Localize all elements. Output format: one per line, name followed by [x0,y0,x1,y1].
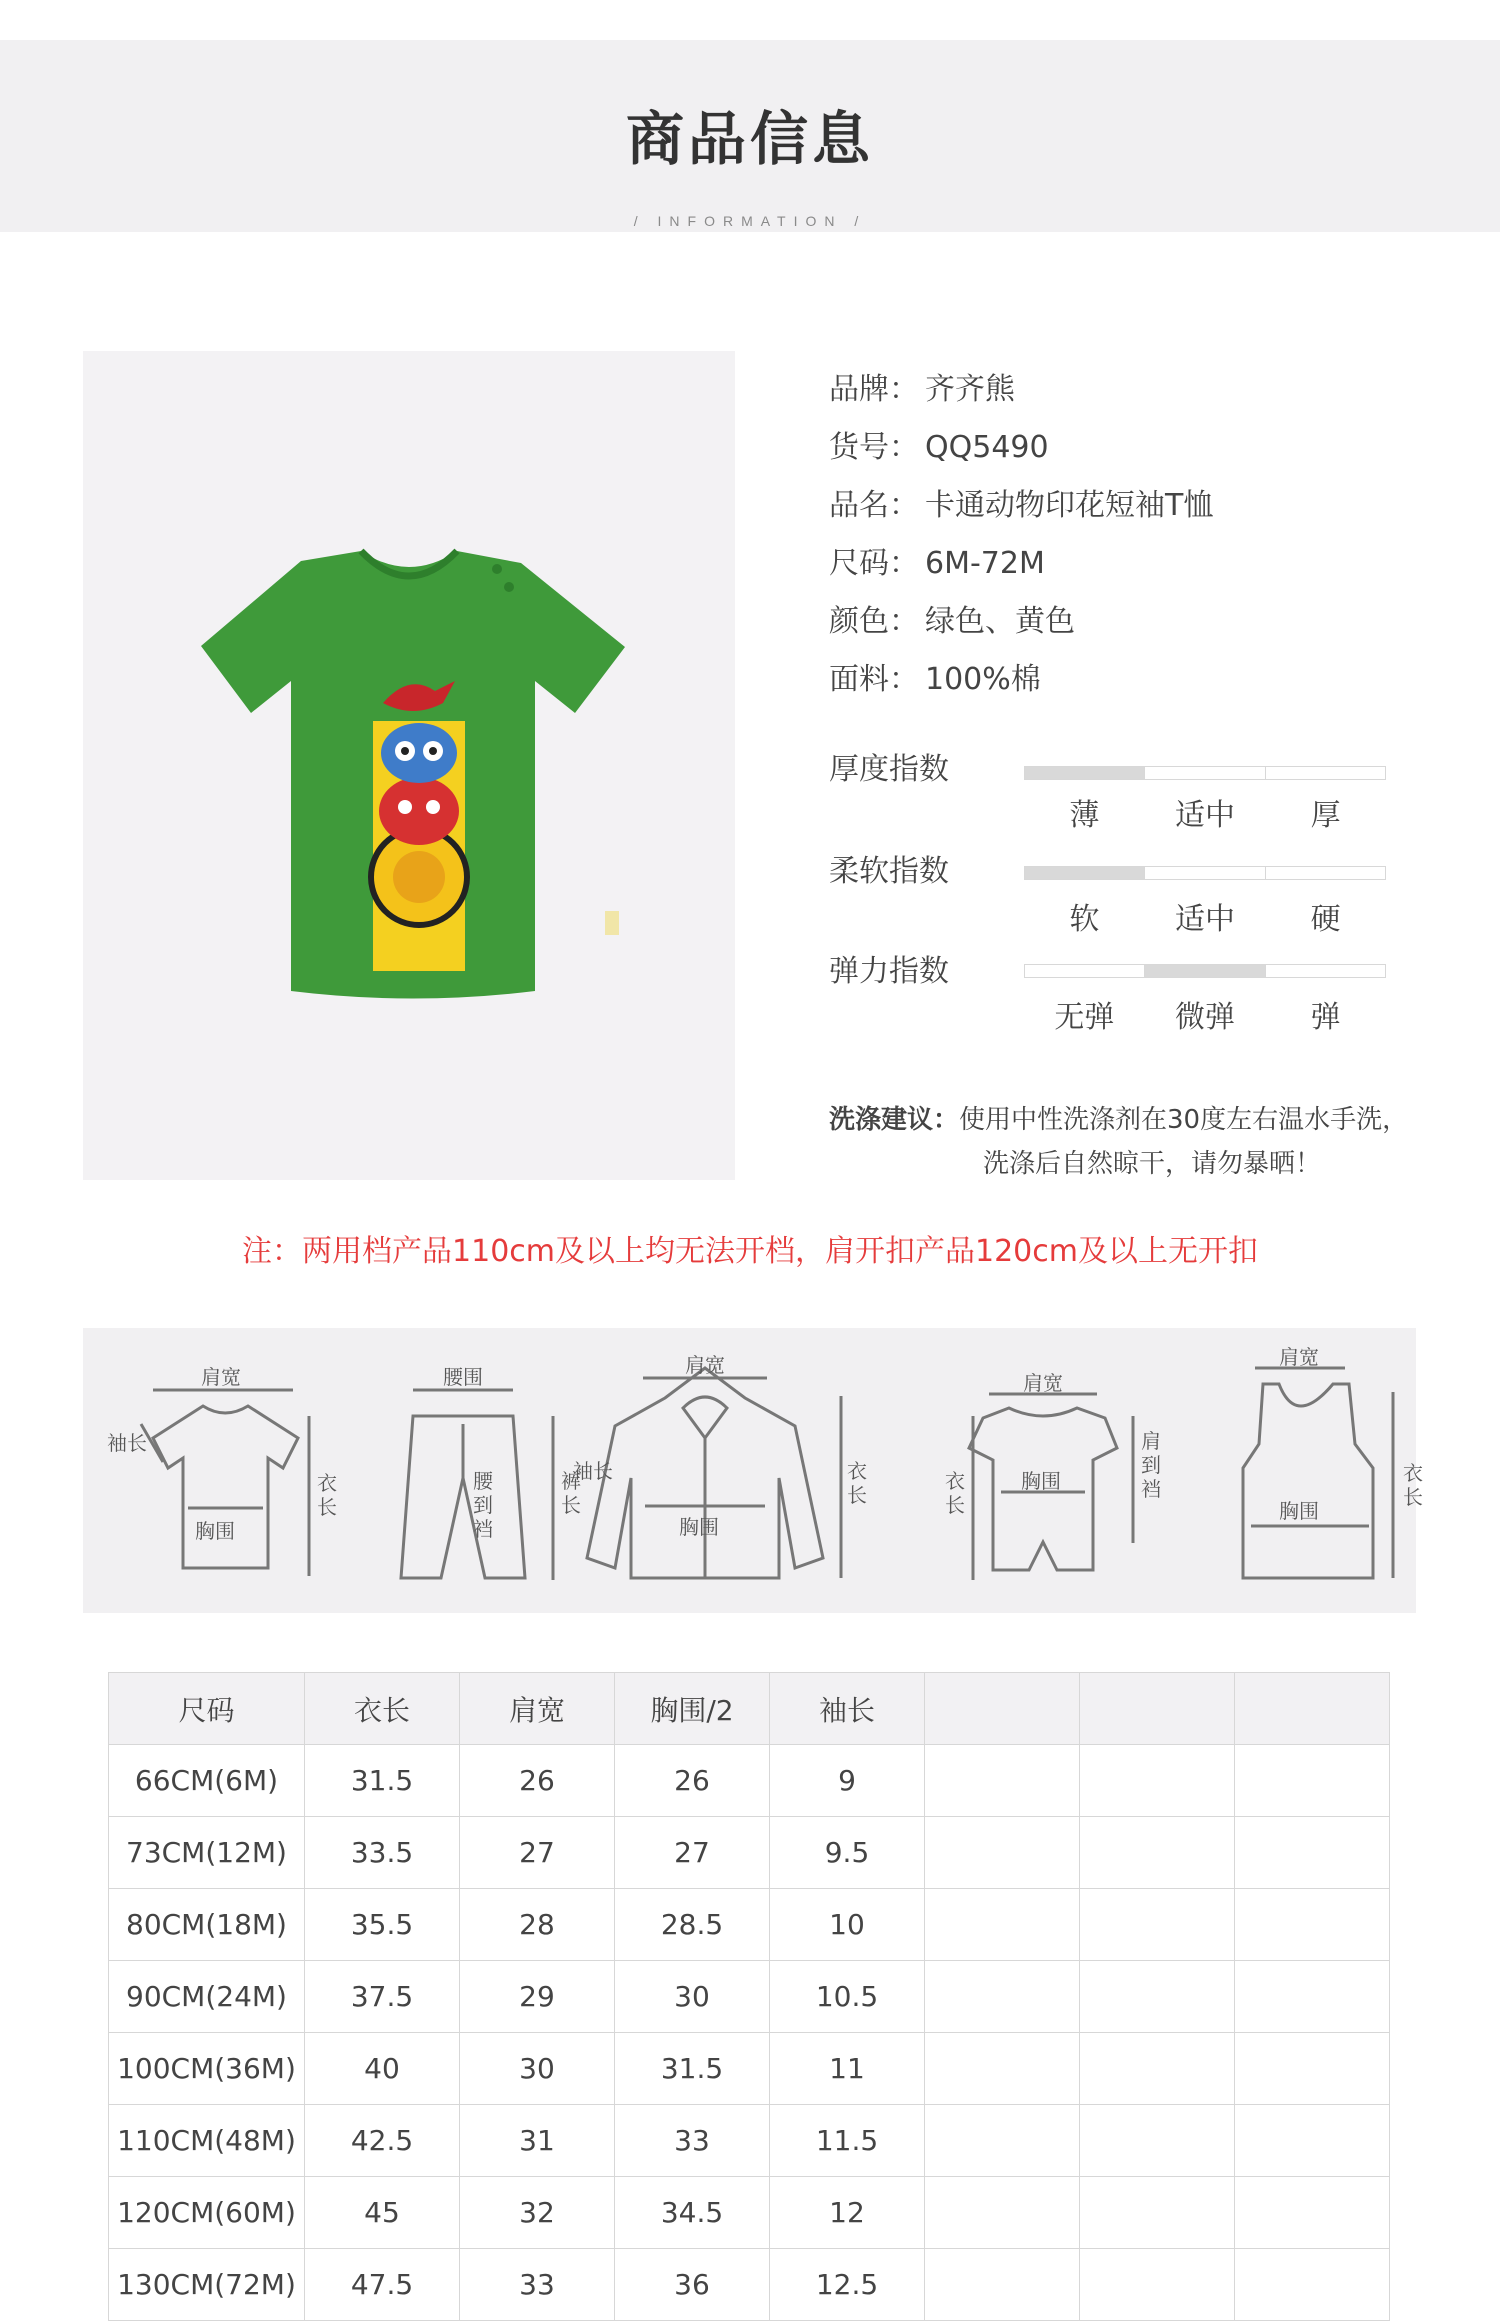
spec-item-no: 货号： QQ5490 [829,430,1049,465]
elasticity-seg-3 [1266,964,1386,978]
softness-seg-3 [1266,866,1386,880]
softness-index-bar [1024,866,1386,880]
tshirt-chest-label: 胸围 [195,1519,235,1543]
jacket-shoulder-label: 肩宽 [685,1353,725,1377]
romper-rise-label-1: 肩 [1141,1429,1161,1453]
header-sleeve: 袖长 [770,1673,925,1745]
pants-rise-label-2: 到 [473,1493,493,1517]
header-size: 尺码 [109,1673,305,1745]
size-table-header [109,1673,1390,1745]
jacket-length-label-1: 衣 [847,1459,867,1483]
table-row: 120CM(60M) 45 32 34.5 12 [109,2177,1390,2249]
jacket-length-label-2: 长 [847,1483,867,1507]
measurement-diagram-band [83,1328,1423,1613]
thickness-index-options: 薄 适中 厚 [1069,798,1341,833]
romper-shoulder-label: 肩宽 [1023,1371,1063,1395]
spec-brand: 品牌： 齐齐熊 [829,372,1015,407]
jacket-sleeve-label: 袖长 [573,1459,613,1483]
tshirt-shoulder-label: 肩宽 [201,1365,241,1389]
table-row: 73CM(12M) 33.5 27 27 9.5 [109,1817,1390,1889]
spec-size: 尺码： 6M-72M [829,546,1045,581]
tshirt-illustration [83,351,735,1180]
elasticity-seg-2 [1145,964,1265,978]
table-row: 80CM(18M) 35.5 28 28.5 10 [109,1889,1390,1961]
vest-length-label-2: 长 [1403,1485,1423,1509]
thickness-seg-2 [1145,766,1265,780]
table-row: 110CM(48M) 42.5 31 33 11.5 [109,2105,1390,2177]
header-length: 衣长 [305,1673,460,1745]
section-title: 商品信息 [625,105,874,173]
vest-shoulder-label: 肩宽 [1279,1345,1319,1369]
header-empty-1 [925,1673,1080,1745]
tshirt-length-label-1: 衣 [317,1471,337,1495]
product-photo [83,351,735,1180]
softness-index-label: 柔软指数 [829,854,949,889]
section-header [0,40,1500,232]
elasticity-index-bar [1024,964,1386,978]
romper-length-label-1: 衣 [945,1469,965,1493]
thickness-seg-1 [1024,766,1145,780]
tshirt-sleeve-label: 袖长 [107,1431,147,1455]
romper-chest-label: 胸围 [1021,1469,1061,1493]
table-row: 100CM(36M) 40 30 31.5 11 [109,2033,1390,2105]
elasticity-index-label: 弹力指数 [829,954,949,989]
softness-index-options: 软 适中 硬 [1069,902,1341,937]
romper-rise-label-2: 到 [1141,1453,1161,1477]
vest-length-label-1: 衣 [1403,1461,1423,1485]
elasticity-index-options: 无弹 微弹 弹 [1054,1000,1341,1035]
header-empty-3 [1235,1673,1390,1745]
table-row: 90CM(24M) 37.5 29 30 10.5 [109,1961,1390,2033]
wash-instructions: 洗涤建议：使用中性洗涤剂在30度左右温水手洗， 洗涤后自然晾干，请勿暴晒！ [829,1105,1409,1179]
pants-waist-label: 腰围 [443,1365,483,1389]
size-table [108,1672,1390,2321]
section-subtitle: / INFORMATION / [633,213,867,229]
softness-seg-1 [1024,866,1145,880]
notice-text: 注：两用档产品110cm及以上均无法开档，肩开扣产品120cm及以上无开扣 [242,1234,1258,1269]
spec-fabric: 面料： 100%棉 [829,662,1041,697]
thickness-index-label: 厚度指数 [829,752,949,787]
tshirt-length-label-2: 长 [317,1495,337,1519]
jacket-chest-label: 胸围 [679,1515,719,1539]
spec-name: 品名： 卡通动物印花短袖T恤 [829,488,1214,523]
pants-rise-label-1: 腰 [473,1469,493,1493]
header-shoulder: 肩宽 [460,1673,615,1745]
softness-seg-2 [1145,866,1265,880]
thickness-index-bar [1024,766,1386,780]
thickness-seg-3 [1266,766,1386,780]
vest-chest-label: 胸围 [1279,1499,1319,1523]
elasticity-seg-1 [1024,964,1145,978]
header-empty-2 [1080,1673,1235,1745]
romper-rise-label-3: 裆 [1141,1477,1161,1501]
pants-rise-label-3: 裆 [473,1517,493,1541]
pants-length-label-2: 长 [561,1493,581,1517]
table-row: 66CM(6M) 31.5 26 26 9 [109,1745,1390,1817]
table-row: 130CM(72M) 47.5 33 36 12.5 [109,2249,1390,2321]
measurement-diagrams [83,1328,1423,1613]
pants-length-label-1: 裤 [561,1469,581,1493]
spec-color: 颜色： 绿色、黄色 [829,604,1075,639]
header-chest: 胸围/2 [615,1673,770,1745]
romper-length-label-2: 长 [945,1493,965,1517]
